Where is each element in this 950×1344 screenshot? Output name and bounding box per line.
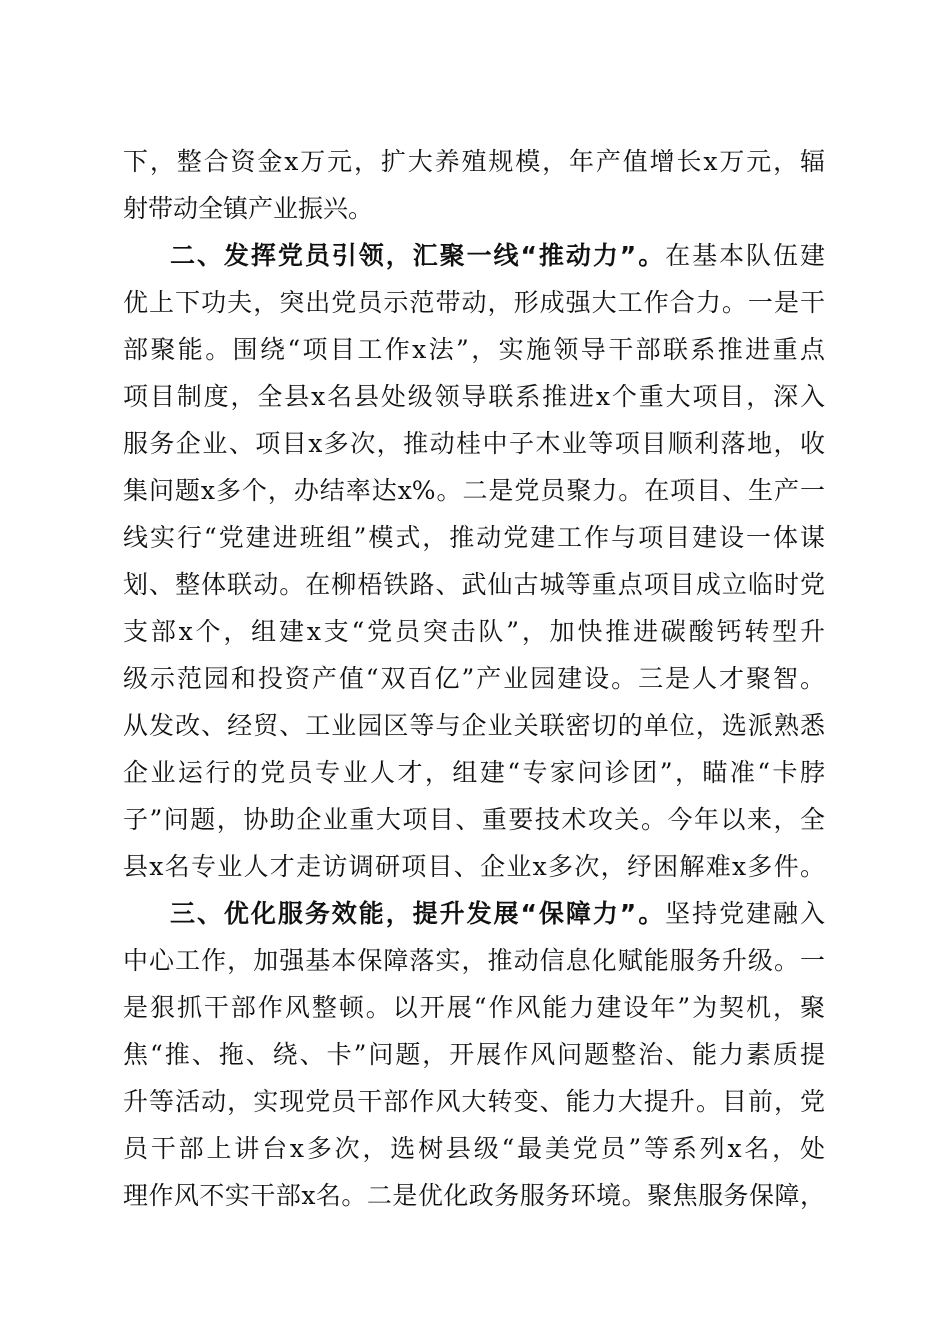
text-line: 升等活动，实现党员干部作风大转变、能力大提升。目前，党 (123, 1087, 825, 1116)
text-line: 中心工作，加强基本保障落实，推动信息化赋能服务升级。一 (123, 946, 825, 975)
text-line: 优上下功夫，突出党员示范带动，形成强大工作合力。一是干 (123, 288, 825, 317)
text-line: 部聚能。围绕“项目工作x法”，实施领导干部联系推进重点 (123, 335, 825, 364)
text-line: 服务企业、项目x多次，推动桂中子木业等项目顺利落地，收 (123, 429, 825, 458)
text-line: 支部x个，组建x支“党员突击队”，加快推进碳酸钙转型升 (123, 617, 825, 646)
text-line: 集问题x多个，办结率达x%。二是党员聚力。在项目、生产一 (123, 476, 825, 505)
text-line: 是狠抓干部作风整顿。以开展“作风能力建设年”为契机，聚 (123, 993, 825, 1022)
text-line: 焦“推、拖、绕、卡”问题，开展作风问题整治、能力素质提 (123, 1040, 825, 1069)
section-heading-line: 二、发挥党员引领，汇聚一线“推动力”。在基本队伍建 (170, 241, 825, 270)
text-line: 理作风不实干部x名。二是优化政务服务环境。聚焦服务保障， (123, 1181, 825, 1210)
text-line: 下，整合资金x万元，扩大养殖规模，年产值增长x万元，辐 (123, 147, 825, 176)
text-line: 线实行“党建进班组”模式，推动党建工作与项目建设一体谋 (123, 523, 825, 552)
text-line: 项目制度，全县x名县处级领导联系推进x个重大项目，深入 (123, 382, 825, 411)
text-line: 县x名专业人才走访调研项目、企业x多次，纾困解难x多件。 (123, 852, 825, 881)
text-line: 员干部上讲台x多次，选树县级“最美党员”等系列x名，处 (123, 1134, 825, 1163)
section-heading-2: 二、发挥党员引领，汇聚一线“推动力”。 (170, 241, 666, 270)
text-line: 企业运行的党员专业人才，组建“专家问诊团”，瞄准“卡脖 (123, 758, 825, 787)
text-line: 射带动全镇产业振兴。 (123, 194, 374, 223)
text-line: 子”问题，协助企业重大项目、重要技术攻关。今年以来，全 (123, 805, 825, 834)
section-heading-line: 三、优化服务效能，提升发展“保障力”。坚持党建融入 (170, 899, 825, 928)
text-line: 划、整体联动。在柳梧铁路、武仙古城等重点项目成立临时党 (123, 570, 825, 599)
text-line: 级示范园和投资产值“双百亿”产业园建设。三是人才聚智。 (123, 664, 825, 693)
text-line: 从发改、经贸、工业园区等与企业关联密切的单位，选派熟悉 (123, 711, 825, 740)
section-heading-3: 三、优化服务效能，提升发展“保障力”。 (170, 899, 666, 928)
